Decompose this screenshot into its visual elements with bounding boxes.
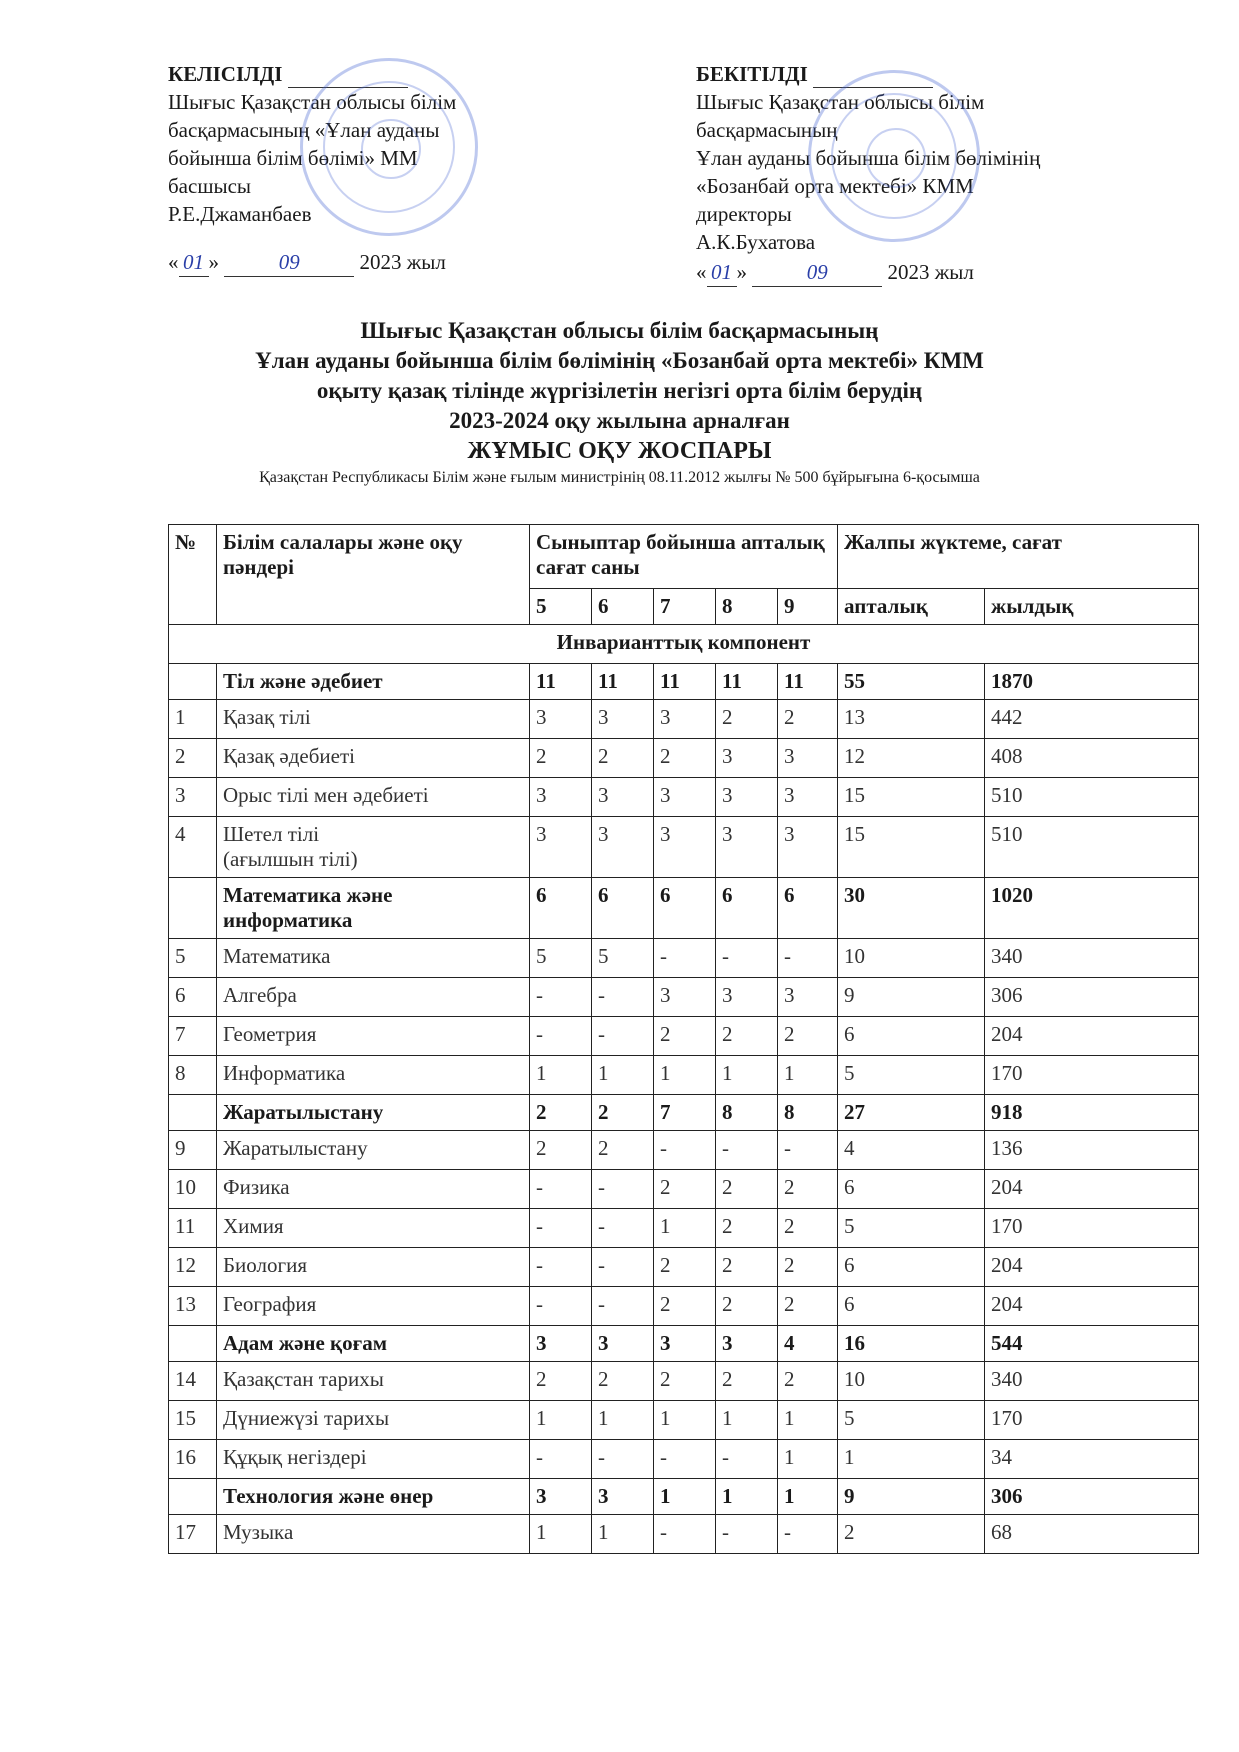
table-row: [169, 939, 1199, 978]
table-group-row: [169, 1326, 1199, 1362]
cell-g8: 3: [716, 817, 778, 878]
cell-num: [169, 878, 217, 939]
cell-num: 17: [169, 1515, 217, 1554]
cell-week: 9: [838, 1479, 985, 1515]
cell-g8: 6: [716, 878, 778, 939]
cell-g9: -: [778, 1515, 838, 1554]
cell-g5: 3: [530, 778, 592, 817]
cell-g9: 3: [778, 978, 838, 1017]
cell-year: 340: [985, 939, 1199, 978]
cell-g6: 3: [592, 778, 654, 817]
table-group-row: [169, 878, 1199, 939]
cell-g9: 1: [778, 1401, 838, 1440]
cell-g5: 2: [530, 739, 592, 778]
subject-name-cont: информатика: [223, 908, 353, 932]
table-row: [169, 700, 1199, 739]
cell-year: 442: [985, 700, 1199, 739]
cell-g7: 3: [654, 1326, 716, 1362]
cell-g9: 1: [778, 1440, 838, 1479]
cell-g5: 1: [530, 1401, 592, 1440]
cell-num: [169, 664, 217, 700]
cell-g8: 2: [716, 1287, 778, 1326]
cell-g8: 2: [716, 1170, 778, 1209]
cell-g6: 1: [592, 1515, 654, 1554]
subject-name: Құқық негіздері: [223, 1445, 367, 1469]
approval-line: Шығыс Қазақстан облысы білім: [696, 90, 985, 114]
cell-name: [217, 1479, 530, 1515]
cell-num: 4: [169, 817, 217, 878]
cell-week: 12: [838, 739, 985, 778]
approval-line: басқармасының: [696, 118, 838, 142]
cell-g5: -: [530, 1170, 592, 1209]
cell-g8: 11: [716, 664, 778, 700]
title-line: 2023-2024 оқу жылына арналған: [449, 408, 790, 433]
cell-week: 6: [838, 1287, 985, 1326]
cell-g5: 2: [530, 1095, 592, 1131]
cell-g6: 2: [592, 1095, 654, 1131]
cell-num: 13: [169, 1287, 217, 1326]
cell-g6: 2: [592, 739, 654, 778]
approval-day: 01: [707, 258, 737, 287]
cell-g5: -: [530, 978, 592, 1017]
cell-g6: -: [592, 1287, 654, 1326]
cell-g5: 2: [530, 1362, 592, 1401]
cell-g5: 6: [530, 878, 592, 939]
cell-g7: 3: [654, 778, 716, 817]
cell-week: 16: [838, 1326, 985, 1362]
table-row: [169, 1287, 1199, 1326]
cell-num: [169, 1326, 217, 1362]
cell-year: 1020: [985, 878, 1199, 939]
cell-num: 16: [169, 1440, 217, 1479]
cell-g9: 8: [778, 1095, 838, 1131]
cell-g8: 2: [716, 700, 778, 739]
cell-num: 14: [169, 1362, 217, 1401]
cell-g6: 5: [592, 939, 654, 978]
cell-g8: 3: [716, 978, 778, 1017]
cell-name: [217, 1209, 530, 1248]
subject-name: Математика: [223, 944, 331, 968]
table-row: [169, 1170, 1199, 1209]
cell-week: 30: [838, 878, 985, 939]
subject-name: Қазақ тілі: [223, 705, 311, 729]
cell-name: [217, 778, 530, 817]
agreement-line: басқармасының «Ұлан ауданы: [168, 118, 440, 142]
cell-g7: -: [654, 1515, 716, 1554]
cell-g6: 3: [592, 1326, 654, 1362]
header-weekly: Сыныптар бойынша апталық сағат саны: [530, 525, 838, 589]
table-row: [169, 817, 1199, 878]
title-subtitle: Қазақстан Республикасы Білім және ғылым министрінің 08.11.2012 жылғы № 500 бұйрығына 6-қосымша: [259, 469, 980, 486]
cell-g8: 3: [716, 778, 778, 817]
cell-g9: 2: [778, 1170, 838, 1209]
cell-g5: 1: [530, 1515, 592, 1554]
cell-g9: 4: [778, 1326, 838, 1362]
cell-name: [217, 739, 530, 778]
cell-g8: 2: [716, 1248, 778, 1287]
table-row: [169, 1401, 1199, 1440]
cell-name: [217, 1326, 530, 1362]
cell-year: 136: [985, 1131, 1199, 1170]
subject-name: Қазақстан тарихы: [223, 1367, 384, 1391]
seal-stamp-icon: [300, 58, 478, 236]
cell-year: 918: [985, 1095, 1199, 1131]
agreement-date: « 01 » 09 2023 жыл: [168, 248, 498, 277]
cell-g9: -: [778, 1131, 838, 1170]
cell-year: 204: [985, 1287, 1199, 1326]
table-row: [169, 1440, 1199, 1479]
approval-line: Ұлан ауданы бойынша білім бөлімінің: [696, 146, 1041, 170]
subject-name: Геометрия: [223, 1022, 317, 1046]
cell-name: [217, 1170, 530, 1209]
table-row: [169, 1362, 1199, 1401]
cell-g9: 1: [778, 1056, 838, 1095]
header-subject: Білім салалары және оқу пәндері: [217, 525, 530, 625]
cell-g5: -: [530, 1248, 592, 1287]
cell-g5: 11: [530, 664, 592, 700]
header-grade: 8: [716, 589, 778, 625]
cell-g7: 3: [654, 978, 716, 1017]
subject-name: Тіл және әдебиет: [223, 669, 383, 693]
cell-week: 15: [838, 817, 985, 878]
approval-month: 09: [752, 258, 882, 287]
cell-num: 3: [169, 778, 217, 817]
cell-g7: 11: [654, 664, 716, 700]
cell-year: 170: [985, 1209, 1199, 1248]
cell-num: 6: [169, 978, 217, 1017]
table-group-row: [169, 664, 1199, 700]
cell-name: [217, 1440, 530, 1479]
cell-g9: 2: [778, 1362, 838, 1401]
cell-year: 204: [985, 1248, 1199, 1287]
cell-week: 6: [838, 1248, 985, 1287]
cell-g6: -: [592, 1170, 654, 1209]
agreement-year: 2023 жыл: [359, 250, 446, 274]
header-weekly-total: апталық: [838, 589, 985, 625]
cell-g9: 2: [778, 1248, 838, 1287]
cell-g6: -: [592, 1017, 654, 1056]
cell-g6: -: [592, 1440, 654, 1479]
cell-week: 2: [838, 1515, 985, 1554]
table-row: [169, 778, 1199, 817]
cell-g5: 3: [530, 1326, 592, 1362]
header-total: Жалпы жүктеме, сағат: [838, 525, 1199, 589]
subject-name: Адам және қоғам: [223, 1331, 388, 1355]
agreement-day: 01: [179, 248, 209, 277]
cell-g9: 1: [778, 1479, 838, 1515]
header-grade: 6: [592, 589, 654, 625]
cell-g8: -: [716, 1440, 778, 1479]
section-invariant: Инварианттық компонент: [169, 625, 1199, 664]
cell-week: 10: [838, 939, 985, 978]
cell-g6: 2: [592, 1131, 654, 1170]
cell-name: [217, 978, 530, 1017]
cell-g7: 2: [654, 1362, 716, 1401]
cell-g8: 2: [716, 1362, 778, 1401]
cell-g9: 3: [778, 778, 838, 817]
cell-name: [217, 1362, 530, 1401]
cell-g8: 1: [716, 1401, 778, 1440]
cell-g7: 1: [654, 1479, 716, 1515]
agreement-month: 09: [224, 248, 354, 277]
cell-g9: 2: [778, 1017, 838, 1056]
agreement-heading: КЕЛІСІЛДІ: [168, 62, 283, 86]
cell-g6: 2: [592, 1362, 654, 1401]
subject-name: Шетел тілі: [223, 822, 320, 846]
cell-week: 1: [838, 1440, 985, 1479]
table-row: [169, 1209, 1199, 1248]
subject-name: Технология және өнер: [223, 1484, 434, 1508]
cell-g6: 3: [592, 817, 654, 878]
cell-week: 27: [838, 1095, 985, 1131]
cell-g5: -: [530, 1209, 592, 1248]
cell-week: 9: [838, 978, 985, 1017]
subject-name: Жаратылыстану: [223, 1100, 384, 1124]
cell-name: [217, 939, 530, 978]
cell-g5: 3: [530, 700, 592, 739]
cell-g7: 6: [654, 878, 716, 939]
cell-num: 7: [169, 1017, 217, 1056]
approval-heading: БЕКІТІЛДІ: [696, 62, 808, 86]
cell-year: 204: [985, 1017, 1199, 1056]
title-line: Ұлан ауданы бойынша білім бөлімінің «Бозанбай орта мектебі» КММ: [255, 348, 984, 373]
approval-year: 2023 жыл: [887, 260, 974, 284]
cell-g7: 2: [654, 1170, 716, 1209]
subject-name: Жаратылыстану: [223, 1136, 368, 1160]
cell-g8: 2: [716, 1017, 778, 1056]
cell-g7: -: [654, 1440, 716, 1479]
cell-name: [217, 1287, 530, 1326]
cell-g6: 11: [592, 664, 654, 700]
cell-num: 11: [169, 1209, 217, 1248]
subject-name: Физика: [223, 1175, 290, 1199]
cell-week: 6: [838, 1017, 985, 1056]
cell-num: 10: [169, 1170, 217, 1209]
cell-num: 2: [169, 739, 217, 778]
emblem-icon: [361, 119, 421, 179]
cell-g7: 2: [654, 1017, 716, 1056]
cell-name: [217, 817, 530, 878]
subject-name: Химия: [223, 1214, 284, 1238]
document-title: [0, 316, 1239, 488]
table-row: [169, 1248, 1199, 1287]
cell-g9: 3: [778, 739, 838, 778]
cell-num: 12: [169, 1248, 217, 1287]
approval-signer: А.К.Бухатова: [696, 230, 816, 254]
header-num: №: [169, 525, 217, 625]
table-row: [169, 1056, 1199, 1095]
cell-g8: 1: [716, 1479, 778, 1515]
cell-week: 55: [838, 664, 985, 700]
cell-num: 1: [169, 700, 217, 739]
cell-name: [217, 1515, 530, 1554]
approval-line: «Бозанбай орта мектебі» КММ: [696, 174, 974, 198]
cell-g7: 3: [654, 700, 716, 739]
cell-week: 5: [838, 1209, 985, 1248]
cell-g6: 3: [592, 700, 654, 739]
cell-g7: -: [654, 1131, 716, 1170]
subject-name: Музыка: [223, 1520, 294, 1544]
cell-g8: 2: [716, 1209, 778, 1248]
cell-g6: 3: [592, 1479, 654, 1515]
cell-g5: -: [530, 1017, 592, 1056]
subject-name: Информатика: [223, 1061, 346, 1085]
agreement-signer: Р.Е.Джаманбаев: [168, 202, 312, 226]
cell-week: 13: [838, 700, 985, 739]
cell-g5: -: [530, 1440, 592, 1479]
header-grade: 5: [530, 589, 592, 625]
cell-week: 15: [838, 778, 985, 817]
cell-year: 170: [985, 1401, 1199, 1440]
agreement-line: Шығыс Қазақстан облысы білім: [168, 90, 457, 114]
header-yearly-total: жылдық: [985, 589, 1199, 625]
cell-g6: -: [592, 978, 654, 1017]
cell-year: 68: [985, 1515, 1199, 1554]
cell-name: [217, 700, 530, 739]
cell-g8: -: [716, 1131, 778, 1170]
cell-year: 306: [985, 1479, 1199, 1515]
cell-year: 408: [985, 739, 1199, 778]
cell-name: [217, 1095, 530, 1131]
cell-g6: -: [592, 1209, 654, 1248]
cell-g9: 2: [778, 1209, 838, 1248]
cell-num: 5: [169, 939, 217, 978]
cell-name: [217, 1131, 530, 1170]
cell-num: [169, 1095, 217, 1131]
title-main: ЖҰМЫС ОҚУ ЖОСПАРЫ: [467, 438, 772, 464]
cell-name: [217, 878, 530, 939]
cell-g7: -: [654, 939, 716, 978]
cell-g8: 1: [716, 1056, 778, 1095]
subject-name: Орыс тілі мен әдебиеті: [223, 783, 429, 807]
cell-name: [217, 1401, 530, 1440]
cell-g9: -: [778, 939, 838, 978]
cell-g8: 3: [716, 1326, 778, 1362]
agreement-line: басшысы: [168, 174, 252, 198]
cell-g7: 2: [654, 739, 716, 778]
cell-g5: 5: [530, 939, 592, 978]
cell-year: 204: [985, 1170, 1199, 1209]
subject-name: Қазақ әдебиеті: [223, 744, 355, 768]
approval-line: директоры: [696, 202, 792, 226]
cell-g7: 1: [654, 1056, 716, 1095]
cell-num: 9: [169, 1131, 217, 1170]
cell-g8: 8: [716, 1095, 778, 1131]
subject-name: Алгебра: [223, 983, 297, 1007]
cell-name: [217, 1056, 530, 1095]
seal-stamp-icon: [808, 70, 980, 242]
emblem-icon: [866, 128, 926, 188]
curriculum-table: [168, 524, 1199, 1554]
cell-g5: -: [530, 1287, 592, 1326]
table-row: [169, 739, 1199, 778]
cell-num: 15: [169, 1401, 217, 1440]
cell-g7: 2: [654, 1248, 716, 1287]
cell-g9: 2: [778, 1287, 838, 1326]
cell-week: 4: [838, 1131, 985, 1170]
cell-g8: -: [716, 939, 778, 978]
cell-name: [217, 1017, 530, 1056]
cell-year: 306: [985, 978, 1199, 1017]
table-row: [169, 1515, 1199, 1554]
cell-g5: 3: [530, 1479, 592, 1515]
cell-g9: 3: [778, 817, 838, 878]
cell-g6: -: [592, 1248, 654, 1287]
cell-num: 8: [169, 1056, 217, 1095]
cell-g5: 1: [530, 1056, 592, 1095]
cell-name: [217, 664, 530, 700]
cell-year: 34: [985, 1440, 1199, 1479]
cell-week: 6: [838, 1170, 985, 1209]
cell-week: 5: [838, 1401, 985, 1440]
cell-year: 544: [985, 1326, 1199, 1362]
subject-name: Дүниежүзі тарихы: [223, 1406, 390, 1430]
title-line: Шығыс Қазақстан облысы білім басқармасының: [360, 318, 879, 343]
cell-g9: 6: [778, 878, 838, 939]
cell-num: [169, 1479, 217, 1515]
title-line: оқыту қазақ тілінде жүргізілетін негізгі орта білім берудің: [316, 378, 923, 403]
subject-name: Математика және: [223, 883, 393, 907]
subject-name-cont: (ағылшын тілі): [223, 847, 358, 871]
table-group-row: [169, 1095, 1199, 1131]
cell-year: 1870: [985, 664, 1199, 700]
table-row: [169, 978, 1199, 1017]
subject-name: Биология: [223, 1253, 308, 1277]
subject-name: География: [223, 1292, 317, 1316]
cell-g7: 7: [654, 1095, 716, 1131]
cell-year: 170: [985, 1056, 1199, 1095]
cell-g7: 3: [654, 817, 716, 878]
cell-year: 510: [985, 778, 1199, 817]
cell-year: 510: [985, 817, 1199, 878]
cell-g5: 2: [530, 1131, 592, 1170]
cell-g6: 6: [592, 878, 654, 939]
cell-g8: 3: [716, 739, 778, 778]
cell-g7: 1: [654, 1401, 716, 1440]
cell-g7: 2: [654, 1287, 716, 1326]
cell-g7: 1: [654, 1209, 716, 1248]
header-grade: 7: [654, 589, 716, 625]
cell-g8: -: [716, 1515, 778, 1554]
cell-g9: 2: [778, 700, 838, 739]
cell-g9: 11: [778, 664, 838, 700]
header-grade: 9: [778, 589, 838, 625]
cell-name: [217, 1248, 530, 1287]
cell-g6: 1: [592, 1056, 654, 1095]
approval-date: « 01 » 09 2023 жыл: [696, 258, 1116, 287]
table-group-row: [169, 1479, 1199, 1515]
cell-week: 10: [838, 1362, 985, 1401]
agreement-line: бойынша білім бөлімі» ММ: [168, 146, 418, 170]
cell-year: 340: [985, 1362, 1199, 1401]
table-row: [169, 1017, 1199, 1056]
cell-g6: 1: [592, 1401, 654, 1440]
cell-g5: 3: [530, 817, 592, 878]
table-row: [169, 1131, 1199, 1170]
cell-week: 5: [838, 1056, 985, 1095]
